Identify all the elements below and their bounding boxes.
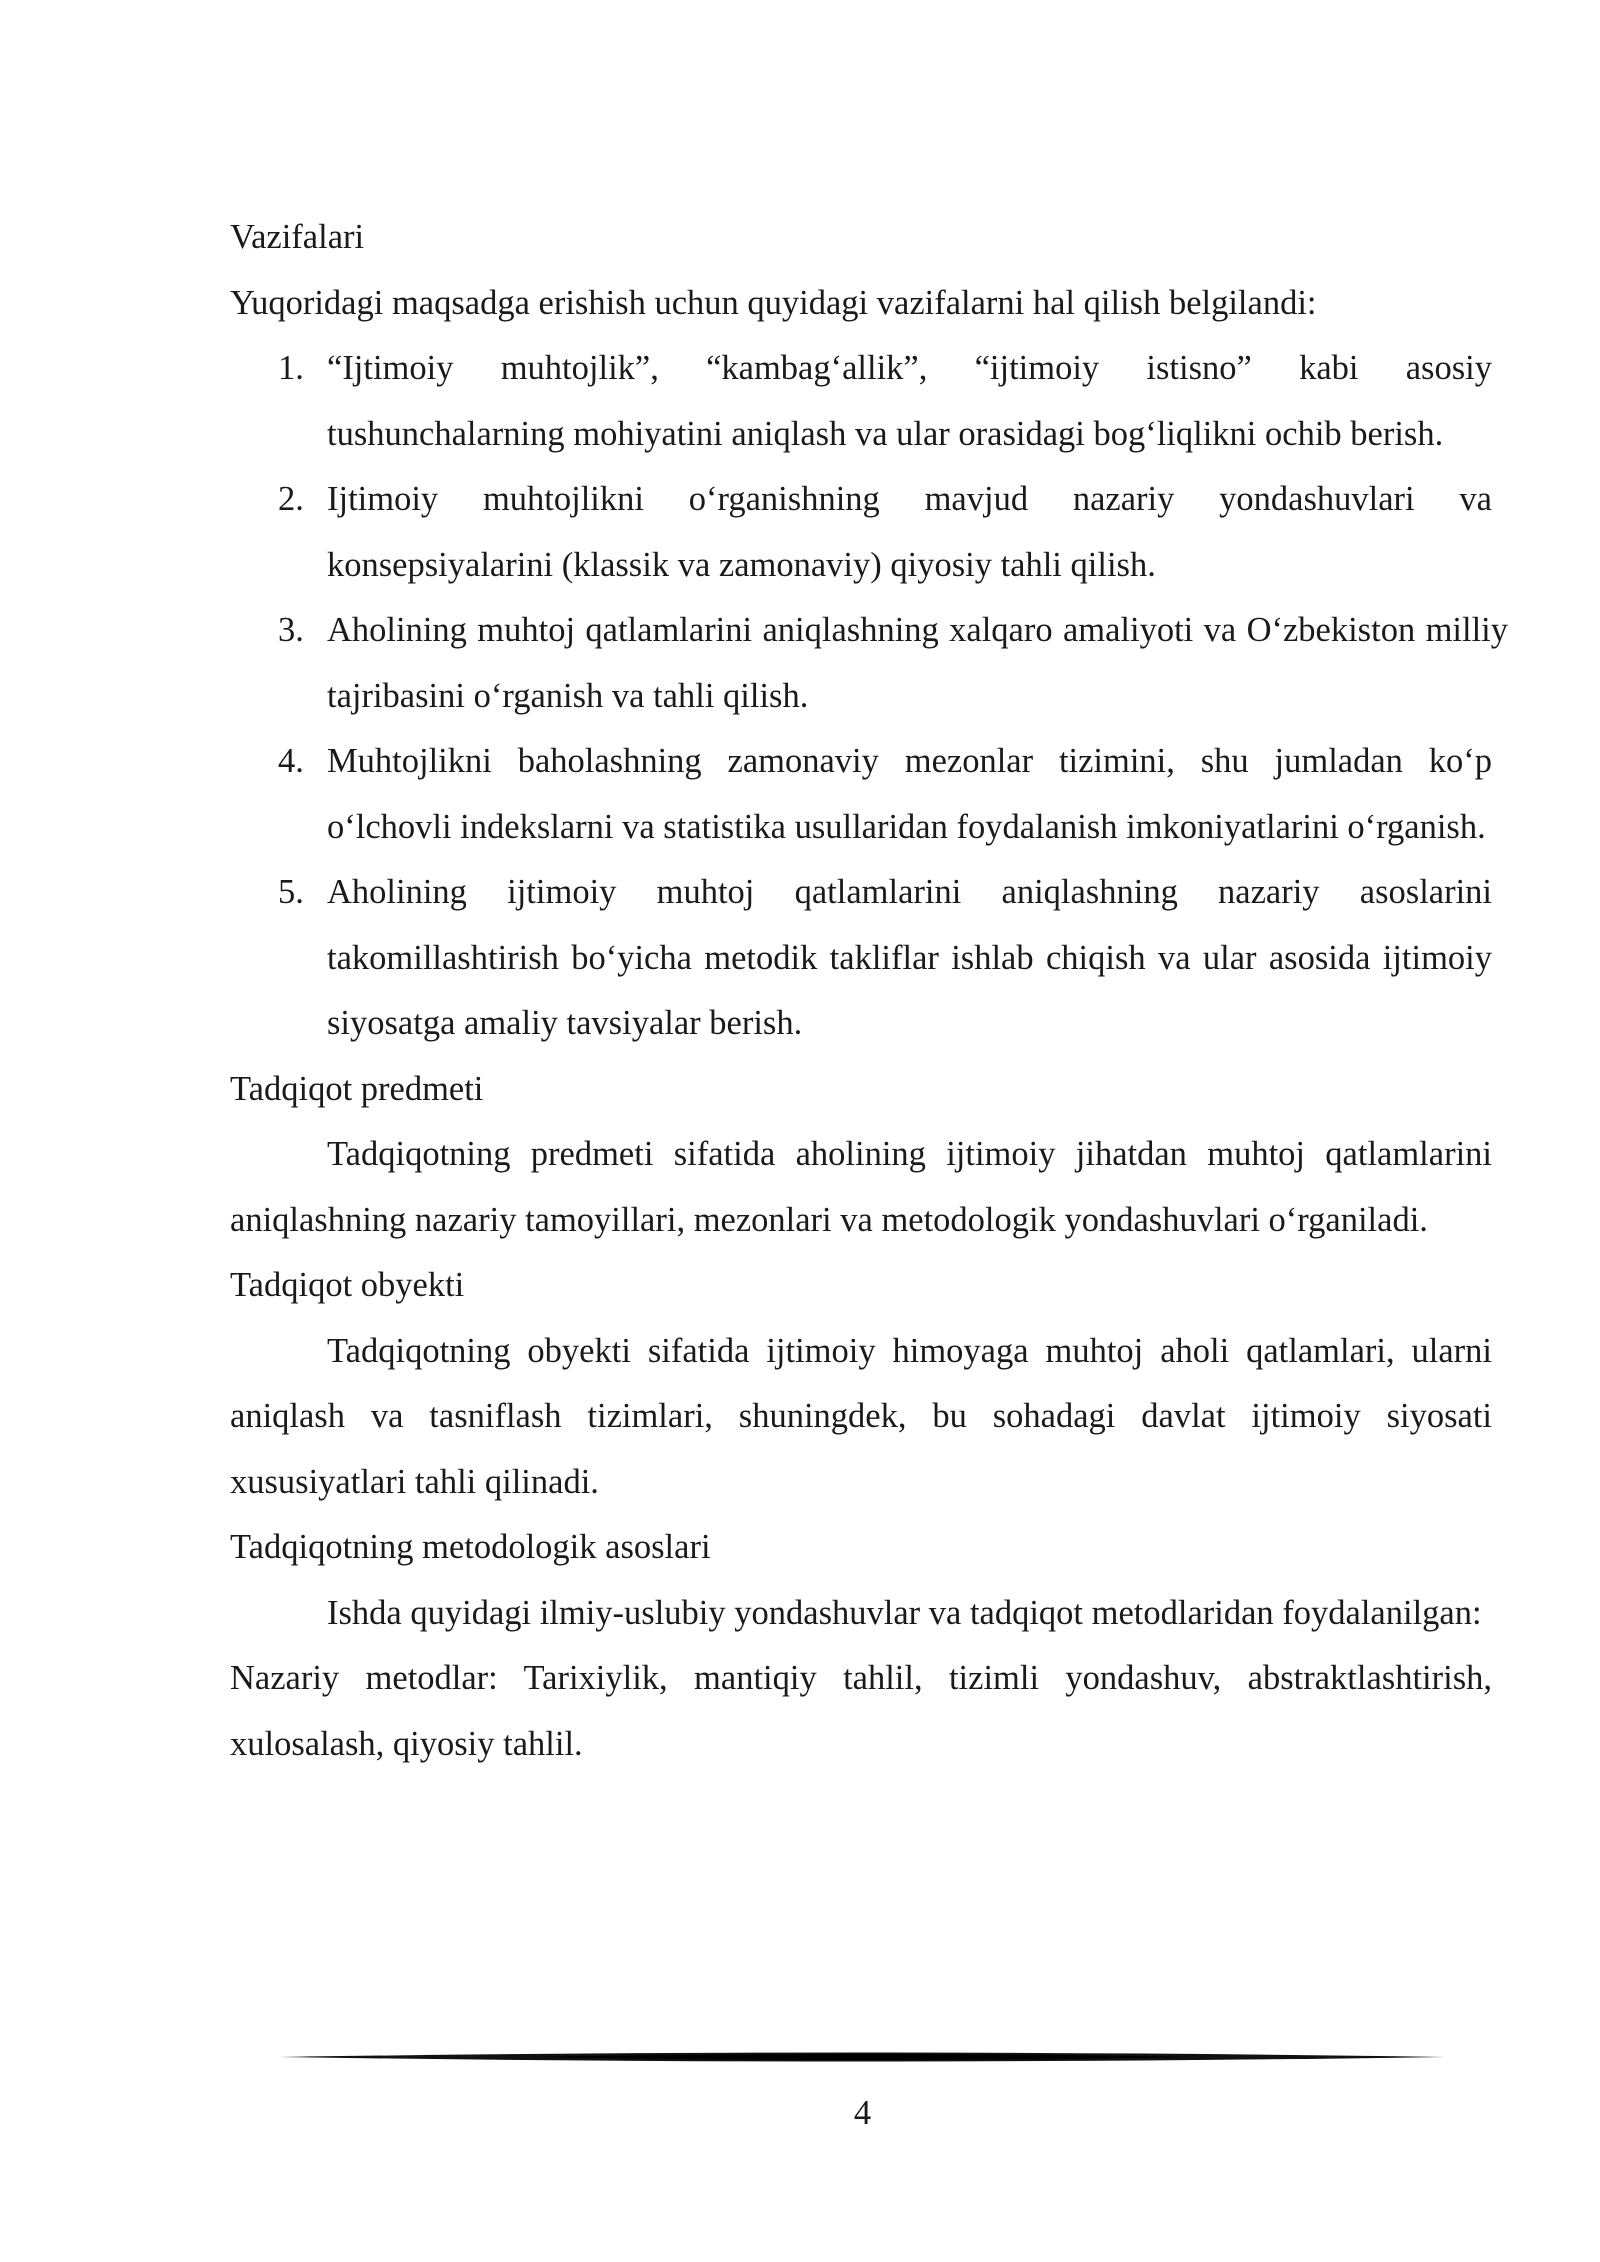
list-item-text: Ijtimoiy muhtojlikni o‘rganishning mavjud nazariy yondashuvlari va konsepsiyalarini (klassik va zamonaviy) qiyosiy tahli qilish.: [327, 480, 1492, 584]
list-item: [230, 336, 1492, 467]
list-item-text: Aholining ijtimoiy muhtoj qatlamlarini aniqlashning nazariy asoslarini takomillashtirish bo‘yicha metodik takliflar ishlab chiqish va ular asosida ijtimoiy siyosatga amaliy tavsiyalar berish.: [327, 873, 1492, 1042]
footer-rule: [280, 2050, 1445, 2064]
list-item-number: 4.: [278, 742, 304, 780]
tasks-heading: Vazifalari: [230, 218, 365, 256]
list-item-text: Muhtojlikni baholashning zamonaviy mezonlar tizimini, shu jumladan ko‘p o‘lchovli indekslarni va statistika usullaridan foydalanish imkoniyatlarini o‘rganish.: [327, 742, 1492, 846]
object-heading: Tadqiqot obyekti: [230, 1266, 465, 1304]
methods-heading: Tadqiqotning metodologik asoslari: [230, 1528, 711, 1566]
list-item-number: 5.: [278, 873, 304, 911]
methods-intro-paragraph: Ishda quyidagi ilmiy-uslubiy yondashuvlar va tadqiqot metodlaridan foydalanilgan:: [327, 1593, 1482, 1632]
subject-heading: Tadqiqot predmeti: [230, 1069, 484, 1108]
list-item-number: 1.: [278, 349, 304, 387]
list-item: [230, 729, 1492, 860]
list-item-text: “Ijtimoiy muhtojlik”, “kambag‘allik”, “ijtimoiy istisno” kabi asosiy tushunchalarning mohiyatini aniqlash va ular orasidagi bog‘liqlikni ochib berish.: [327, 349, 1492, 453]
list-item-text: Aholining muhtoj qatlamlarini aniqlashning xalqaro amaliyoti va O‘zbekiston milliy tajribasini o‘rganish va tahli qilish.: [327, 611, 1508, 715]
list-item-number: 2.: [278, 480, 304, 518]
list-item: [230, 860, 1492, 1057]
list-item: [230, 467, 1492, 598]
object-paragraph: Tadqiqotning obyekti sifatida ijtimoiy himoyaga muhtoj aholi qatlamlari, ularni aniqlash va tasniflash tizimlari, shuningdek, bu sohadagi davlat ijtimoiy siyosati xususiyatlari tahli qilinadi.: [230, 1331, 1492, 1501]
theoretical-methods-paragraph: Nazariy metodlar: Tarixiylik, mantiqiy tahlil, tizimli yondashuv, abstraktlashtirish, xulosalash, qiyosiy tahlil.: [230, 1659, 1492, 1763]
page-number: 4: [853, 2094, 872, 2132]
tasks-list: [230, 336, 1508, 1057]
tasks-intro: Yuqoridagi maqsadga erishish uchun quyidagi vazifalarni hal qilish belgilandi:: [230, 283, 1317, 322]
list-item: [230, 598, 1508, 729]
subject-paragraph: Tadqiqotning predmeti sifatida aholining ijtimoiy jihatdan muhtoj qatlamlarini aniqlashning nazariy tamoyillari, mezonlari va metodologik yondashuvlari o‘rganiladi.: [230, 1135, 1492, 1239]
document-page: [230, 205, 1508, 1777]
list-item-number: 3.: [278, 611, 304, 649]
